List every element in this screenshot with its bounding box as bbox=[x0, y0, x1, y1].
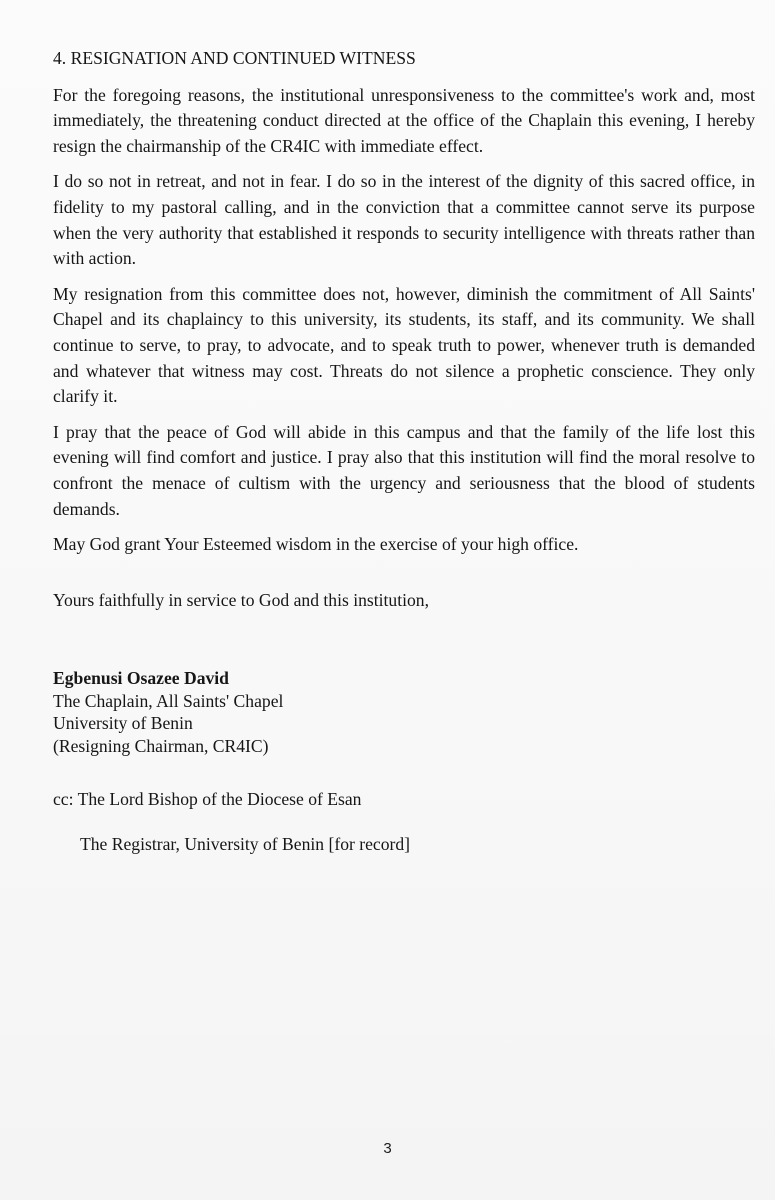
signatory-title: The Chaplain, All Saints' Chapel bbox=[53, 690, 284, 711]
cc-recipient-registrar: The Registrar, University of Benin [for record] bbox=[80, 833, 411, 854]
signatory-role: (Resigning Chairman, CR4IC) bbox=[53, 735, 269, 756]
letter-body bbox=[53, 46, 755, 876]
paragraph-blessing: May God grant Your Esteemed wisdom in the exercise of your high office. bbox=[53, 534, 579, 555]
paragraph-reason: I do so not in retreat, and not in fear. I do so in the interest of the dignity of this sacred office, in fidelity to my pastoral calling, and in the conviction that a committee cannot serve its purpose when the very authority that established it responds to security intelligence with threats rather than with action. bbox=[53, 171, 755, 269]
signatory-name: Egbenusi Osazee David bbox=[53, 668, 229, 689]
paragraph-commitment: My resignation from this committee does not, however, diminish the commitment of All Saints' Chapel and its chaplaincy to this university, its students, its staff, and its community. We shall continue to serve, to pray, to advocate, and to speak truth to power, whenever truth is demanded and whatever that witness may cost. Threats do not silence a prophetic conscience. They only clarify it. bbox=[53, 283, 755, 407]
section-heading: 4. RESIGNATION AND CONTINUED WITNESS bbox=[53, 48, 416, 68]
page-number: 3 bbox=[383, 1140, 392, 1157]
cc-recipient-bishop: cc: The Lord Bishop of the Diocese of Esan bbox=[53, 789, 362, 810]
paragraph-resignation: For the foregoing reasons, the institutional unresponsiveness to the committee's work and, most immediately, the threatening conduct directed at the office of the Chaplain this evening, I hereby resign the chairmanship of the CR4IC with immediate effect. bbox=[53, 84, 755, 156]
signatory-institution: University of Benin bbox=[53, 713, 193, 734]
cc-list bbox=[53, 787, 755, 857]
paragraph-prayer: I pray that the peace of God will abide in this campus and that the family of the life lost this evening will find comfort and justice. I pray also that this institution will find the moral resolve to confront the menace of cultism with the urgency and seriousness that the blood of students demands. bbox=[53, 421, 755, 519]
closing-line: Yours faithfully in service to God and this institution, bbox=[53, 589, 429, 610]
signature-block bbox=[53, 667, 755, 757]
